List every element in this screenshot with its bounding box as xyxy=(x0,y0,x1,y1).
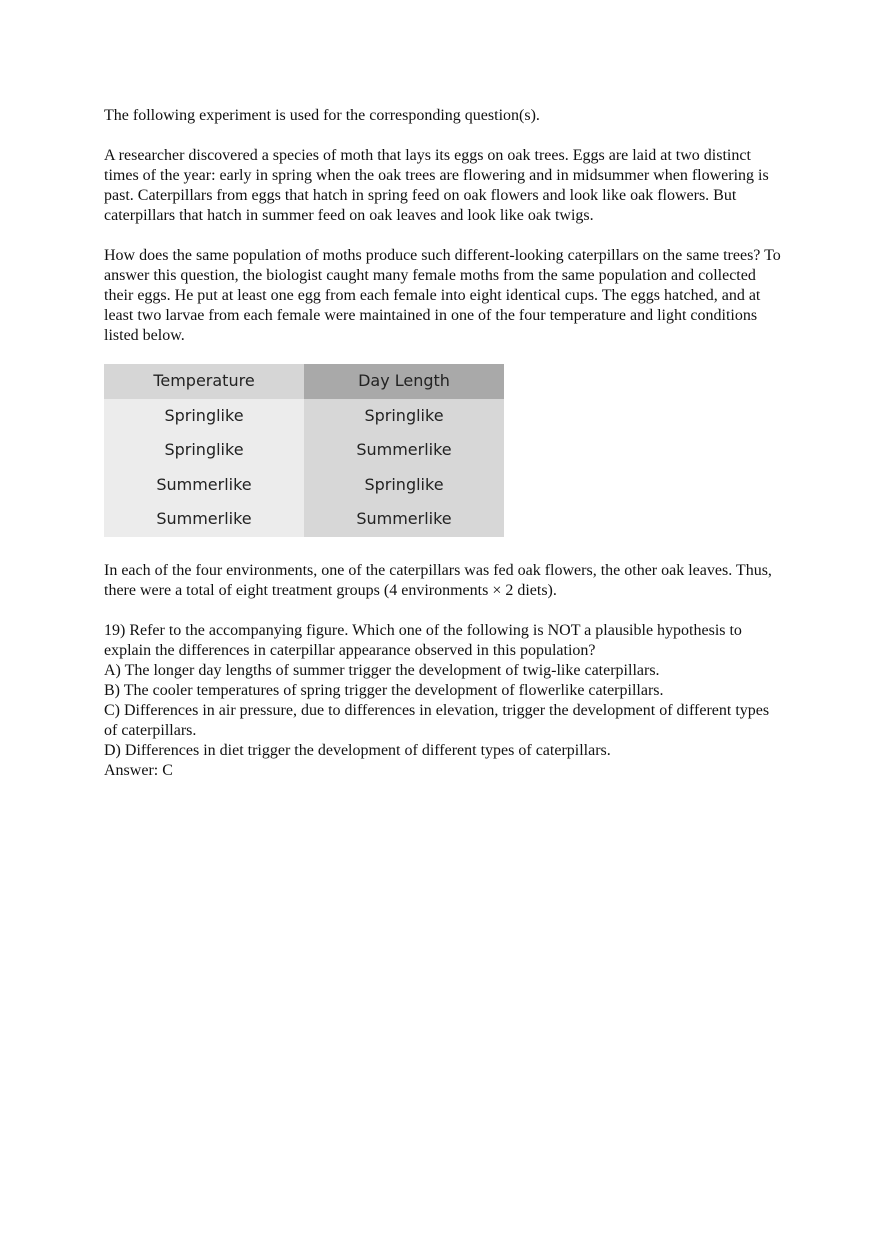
table-cell: Summerlike xyxy=(104,468,304,503)
header-temperature: Temperature xyxy=(104,364,304,399)
conditions-table-figure xyxy=(104,364,504,537)
paragraph-experiment-setup: How does the same population of moths produce such different-looking caterpillars on the same trees? To answer this question, the biologist caught many female moths from the same population and collected their eggs. He put at least one egg from each female into eight identical cups. The eggs hatched, and at least two larvae from each female were maintained in one of the four temperature and light conditions listed below. xyxy=(104,247,781,344)
table-header-row xyxy=(104,364,504,399)
table-cell: Springlike xyxy=(104,433,304,468)
table-cell: Summerlike xyxy=(304,502,504,537)
option-b: B) The cooler temperatures of spring trigger the development of flowerlike caterpillars. xyxy=(104,681,664,699)
table-row xyxy=(104,502,504,537)
paragraph-moth-description: A researcher discovered a species of moth that lays its eggs on oak trees. Eggs are laid at two distinct times of the year: early in spring when the oak trees are flowering and in midsummer when flowering is past. Caterpillars from eggs that hatch in spring feed on oak flowers and look like oak flowers. But caterpillars that hatch in summer feed on oak leaves and look like oak twigs. xyxy=(104,147,769,224)
table-row xyxy=(104,433,504,468)
table-cell: Springlike xyxy=(104,399,304,434)
intro-text: The following experiment is used for the corresponding question(s). xyxy=(104,107,540,124)
answer-text: Answer: C xyxy=(104,761,173,779)
option-d: D) Differences in diet trigger the development of different types of caterpillars. xyxy=(104,741,611,759)
option-c: C) Differences in air pressure, due to differences in elevation, trigger the development of different types of caterpillars. xyxy=(104,701,770,739)
question-block xyxy=(104,621,784,781)
option-a: A) The longer day lengths of summer trigger the development of twig-like caterpillars. xyxy=(104,661,660,679)
table-row xyxy=(104,399,504,434)
question-stem: 19) Refer to the accompanying figure. Which one of the following is NOT a plausible hypothesis to explain the differences in caterpillar appearance observed in this population? xyxy=(104,621,742,659)
header-day-length: Day Length xyxy=(304,364,504,399)
table-cell: Springlike xyxy=(304,468,504,503)
paragraph-treatment-groups: In each of the four environments, one of the caterpillars was fed oak flowers, the other oak leaves. Thus, there were a total of eight treatment groups (4 environments × 2 diets). xyxy=(104,561,772,599)
table-row xyxy=(104,468,504,503)
conditions-table xyxy=(104,364,504,537)
document-page xyxy=(104,106,784,781)
table-cell: Summerlike xyxy=(304,433,504,468)
table-cell: Springlike xyxy=(304,399,504,434)
table-cell: Summerlike xyxy=(104,502,304,537)
